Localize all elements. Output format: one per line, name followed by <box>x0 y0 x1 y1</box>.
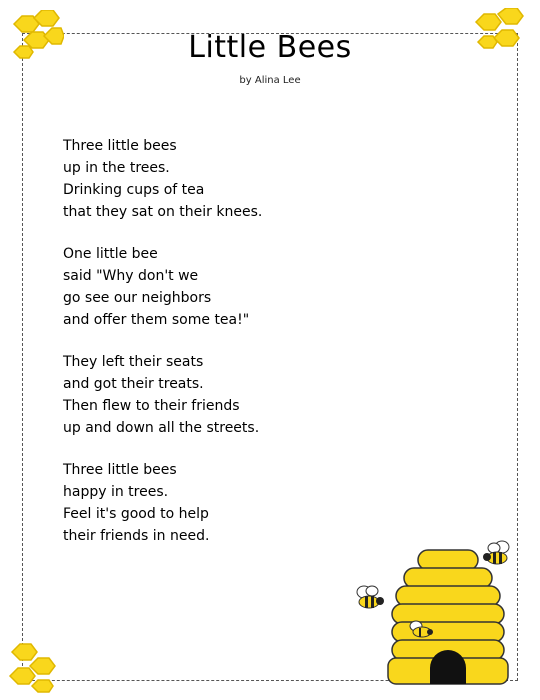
poem-line: their friends in need. <box>63 528 210 544</box>
bee-icon <box>352 584 386 612</box>
poem-line: that they sat on their knees. <box>63 204 263 220</box>
poem-body <box>63 135 383 567</box>
poem-line: up and down all the streets. <box>63 420 260 436</box>
poem-line: and got their treats. <box>63 376 204 392</box>
honeycomb-icon <box>8 638 66 696</box>
poem-line: said "Why don't we <box>63 268 199 284</box>
poem-line: go see our neighbors <box>63 290 212 306</box>
poem-line: They left their seats <box>63 354 204 370</box>
poem-line: happy in trees. <box>63 484 169 500</box>
beehive-icon <box>384 548 512 688</box>
poem-line: up in the trees. <box>63 160 170 176</box>
stanza <box>63 351 383 439</box>
poem-line: One little bee <box>63 246 158 262</box>
stanza <box>63 459 383 547</box>
stanza <box>63 243 383 331</box>
poem-line: Three little bees <box>63 138 177 154</box>
poem-byline: by Alina Lee <box>239 75 301 86</box>
stanza <box>63 135 383 223</box>
poem-line: Drinking cups of tea <box>63 182 205 198</box>
poem-title: Little Bees <box>188 30 352 65</box>
poem-line: Feel it's good to help <box>63 506 209 522</box>
poem-line: Then flew to their friends <box>63 398 240 414</box>
poem-line: Three little bees <box>63 462 177 478</box>
poem-line: and offer them some tea!" <box>63 312 250 328</box>
